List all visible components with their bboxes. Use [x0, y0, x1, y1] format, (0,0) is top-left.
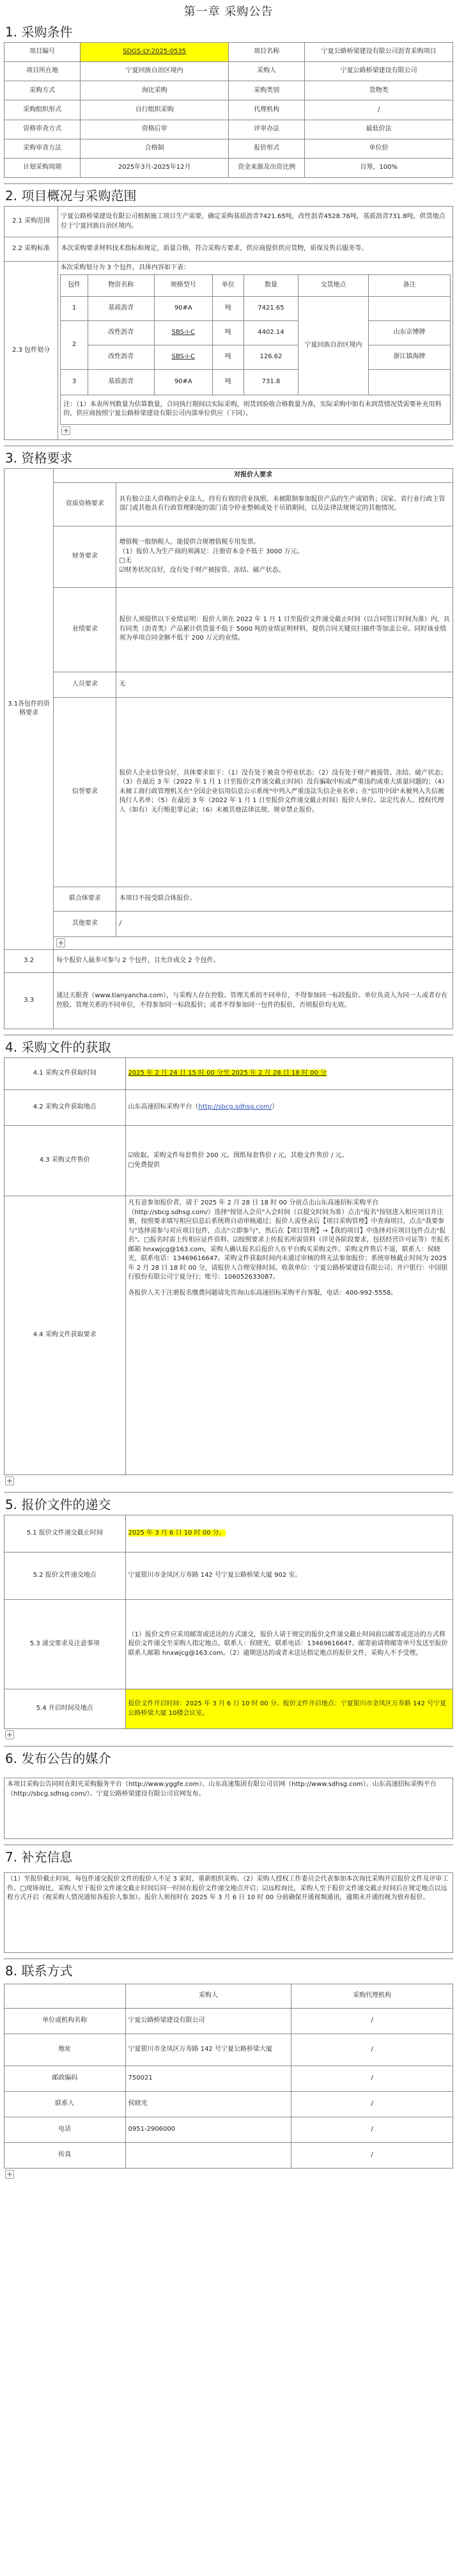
qualification-table [4, 468, 453, 1030]
submit-place-value: 宁夏银川市金凤区万寿路 142 号宁夏公路桥梁大厦 902 室。 [125, 1553, 453, 1600]
finance-line: ☑财务状况良好，没有处于财产被接管、冻结、破产状态。 [119, 566, 285, 574]
consortium-label: 联合体要求 [54, 887, 116, 911]
divider [4, 1844, 453, 1845]
scope-text: 宁夏公路桥梁建设有限公司根据施工项目生产需要，确定采购基质沥青7421.65吨，改性沥青4528.76吨，基质沥青731.8吨，供货地点位于宁夏回族自治区境内。 [58, 207, 453, 237]
contact-header: 采购代理机构 [291, 1984, 453, 2009]
contact-value: / [291, 2143, 453, 2169]
contact-header [4, 1984, 126, 2009]
doc-price-text: ☑收取。采购文件每套售价 200 元。图纸每套售价 / 元，其他文件售价 / 元。 [128, 1152, 348, 1159]
conditions-table [4, 42, 453, 178]
condition-label: 资金来源及出资比例 [228, 158, 304, 177]
pack-remark [368, 296, 450, 320]
conditions-row [4, 100, 453, 120]
section-5-title: 5. 报价文件的递交 [5, 1497, 111, 1512]
doc-time-value: 2025 年 2 月 24 日 15 时 00 分至 2025 年 2 月 28 日 18 时 00 分 [128, 1070, 327, 1077]
platform-link[interactable]: http://sbcg.sdhsg.com/ [198, 1103, 272, 1111]
documents-table [4, 1057, 453, 1475]
qual-label: 资质资格要求 [54, 482, 116, 526]
condition-value: 资格后审 [81, 120, 229, 139]
condition-value: 2025年3月-2025年12月 [81, 158, 229, 177]
pack-delivery: 宁夏回族自治区境内 [298, 296, 369, 395]
deadline-label: 5.1 报价文件递交截止时间 [4, 1515, 126, 1553]
contact-value: 0951-2906000 [125, 2117, 291, 2143]
rule-3-2-label: 3.2 [4, 950, 54, 973]
pack-no: 1 [61, 296, 88, 320]
submit-rules-label: 5.3 递交要求及注意事项 [4, 1600, 126, 1689]
contact-value: 宁夏公路桥梁建设有限公司 [125, 2009, 291, 2034]
doc-rules-label: 4.4 采购文件获取要求 [4, 1196, 126, 1475]
scope-table [4, 206, 453, 440]
finance-label: 财务要求 [54, 526, 116, 587]
divider [4, 1034, 453, 1036]
divider [4, 183, 453, 184]
contact-value: 750021 [125, 2066, 291, 2092]
credit-label: 信誉要求 [54, 697, 116, 887]
pack-material: 改性沥青 [88, 345, 154, 369]
divider [4, 445, 453, 446]
other-text: / [116, 911, 453, 936]
pack-no: 3 [61, 369, 88, 395]
condition-value: 宁夏回族自治区境内 [81, 62, 229, 81]
packs-table [60, 274, 451, 425]
packs-intro: 本次采购划分为 3 个包件，具体内容如下表： [60, 264, 190, 271]
staff-text: 无 [116, 672, 453, 697]
opening-text: 报价文件开启时间：2025 年 3 月 6 日 10 时 00 分。报价文件开启地点：宁夏银川市金凤区万寿路 142 号宁夏公路桥梁大厦 10楼会议室。 [125, 1689, 453, 1729]
condition-value: 货物类 [305, 81, 453, 100]
condition-value: 宁夏公路桥梁建设有限公司沥青采购项目 [305, 43, 453, 62]
condition-value: 最低价法 [305, 120, 453, 139]
pack-qty: 7421.65 [244, 296, 298, 320]
section-1-title: 1. 采购条件 [5, 24, 73, 40]
performance-text: 报价人须提供以下业绩证明：报价人须在 2022 年 1 月 1 日至报价文件递交截止时间（以合同签订时间为准）内，具有同类（沥青类）产品累计供货量不低于 5000 吨的业绩证明材料，提供合同关键页扫描件等加盖公章。同时该业绩须为单项合同金额不低于 200 万元的业绩。 [116, 587, 453, 672]
section-4-title: 4. 采购文件的获取 [5, 1039, 111, 1055]
condition-value: 自筹，100% [305, 158, 453, 177]
condition-value: / [305, 100, 453, 120]
qual-left-label: 3.1各包件的资格要求 [4, 468, 54, 950]
finance-line: （1）报价人为生产商的须满足：注册资本金不低于 3000 万元。 [119, 548, 304, 555]
pack-no: 2 [61, 320, 88, 369]
scope-label: 2.1 采购范围 [4, 207, 58, 237]
contact-label: 地址 [4, 2034, 126, 2066]
doc-free-option: □免费提供 [128, 1161, 160, 1169]
contact-row [4, 2009, 453, 2034]
chapter-title: 第一章 采购公告 [183, 5, 274, 19]
divider [4, 1746, 453, 1747]
condition-label: 采购类别 [228, 81, 304, 100]
add-row-button[interactable]: + [6, 2170, 13, 2179]
pack-header: 单位 [213, 274, 244, 296]
other-label: 其他要求 [54, 911, 116, 936]
conditions-row [4, 120, 453, 139]
deadline-value: 2025 年 3 月 6 日 10 时 00 分。 [128, 1529, 226, 1537]
conditions-row [4, 139, 453, 158]
pack-material: 改性沥青 [88, 320, 154, 345]
condition-label: 采购方式 [4, 81, 81, 100]
submit-rules-text: （1）报价文件应采用邮寄或送达的方式递交，报价人请于规定的报价文件递交截止时间前以邮寄或送达的方式将报价文件递交至采购人指定地点。联系人：侯晓光，联系电话：13469616647。邮寄前请将邮寄单号发送至报价联系人邮箱 hnxwjcg@163.com。（2）逾期送达的或者未送达指定地点的报价文件，采购人不予受理。 [125, 1600, 453, 1689]
pack-note: 注：（1）本表所列数量为估算数量，合同执行期间以实际采购，则货到验收合格数量为准，实际采购中如有未到货情况货需要补充用料的，供应商按照宁夏公路桥梁建设有限公司内部单位供应（下同）。 [61, 395, 451, 424]
add-row-button[interactable]: + [6, 1476, 13, 1485]
submission-table [4, 1515, 453, 1729]
pack-unit: 吨 [213, 296, 244, 320]
qual-banner: 对报价人要求 [54, 468, 453, 482]
contact-label: 电话 [4, 2117, 126, 2143]
contact-value: 侯晓光 [125, 2092, 291, 2117]
add-row-button[interactable]: + [58, 938, 65, 947]
contact-row [4, 2143, 453, 2169]
condition-label: 项目编号 [4, 43, 81, 62]
contact-value: / [291, 2092, 453, 2117]
conditions-row [4, 62, 453, 81]
standard-text: 本次采购要求材料技术指标和规定，质量合格，符合采购方要求，供应商提供供应货物，质保及售后服务等。 [58, 237, 453, 262]
condition-value: 合格制 [81, 139, 229, 158]
add-row-button[interactable]: + [6, 1730, 13, 1739]
condition-label: 采购审查方法 [4, 139, 81, 158]
contact-value: 宁夏银川市金凤区万寿路 142 号宁夏公路桥梁大厦 [125, 2034, 291, 2066]
conditions-row [4, 158, 453, 177]
condition-label: 项目名称 [228, 43, 304, 62]
section-8-title: 8. 联系方式 [5, 1963, 73, 1979]
contact-value: / [291, 2034, 453, 2066]
contact-value: / [291, 2066, 453, 2092]
contact-label: 单位或机构名称 [4, 2009, 126, 2034]
condition-label: 资格审查方式 [4, 120, 81, 139]
contacts-table [4, 1984, 453, 2169]
contact-value: / [291, 2009, 453, 2034]
pack-spec: 90#A [154, 296, 212, 320]
condition-label: 报价形式 [228, 139, 304, 158]
contact-label: 邮政编码 [4, 2066, 126, 2092]
pack-remark [368, 369, 450, 395]
condition-value: 单位价 [305, 139, 453, 158]
media-text: 本项目采购公告同时在阳光采购服务平台（http://www.yggfe.com）、山东高速集团有限公司官网（http://www.sdhsg.com）、山东高速招标采购平台（http://sbcg.sdhsg.com/）、宁夏公路桥梁建设有限公司官网发布。 [4, 1778, 453, 1839]
contact-label: 联系人 [4, 2092, 126, 2117]
condition-label: 采购组织形式 [4, 100, 81, 120]
pack-header: 备注 [368, 274, 450, 296]
section-3-title: 3. 资格要求 [5, 450, 73, 466]
pack-spec: SBS-I-C [154, 320, 212, 345]
contact-row [4, 2092, 453, 2117]
condition-value: 询比采购 [81, 81, 229, 100]
standard-label: 2.2 采购标准 [4, 237, 58, 262]
performance-label: 业绩要求 [54, 587, 116, 672]
add-row-button[interactable]: + [63, 425, 70, 435]
contact-value [125, 2143, 291, 2169]
contact-value: / [291, 2117, 453, 2143]
credit-text: 报价人企业信誉良好，具体要求如下：（1）没有处于被责令停业状态；（2）没有处于财产被接管、冻结、破产状态；（3）在最近 3 年（2022 年 1 月 1 日至报价文件递交截止时间）没有骗取中标或严重违约或重大质量问题的；（4）未被工商行政管理机关在"全国企业信用信息公示系统"中列入严重违法失信企业名单；在"信用中国"未被列入失信被执行人名单；（5）在最近 3 年（2022 年 1 月 1 日至报价文件递交截止时间）报价人单位、法定代表人、授权代理人（如有）无行贿犯罪记录；（6）未被其他法律法规、规章禁止报价。 [116, 697, 453, 887]
pack-header: 交货地点 [298, 274, 369, 296]
pack-qty: 4402.14 [244, 320, 298, 345]
opening-label: 5.4 开启时间及地点 [4, 1689, 126, 1729]
condition-label: 代理机构 [228, 100, 304, 120]
pack-material: 基质沥青 [88, 296, 154, 320]
pack-spec: SBS-I-C [154, 345, 212, 369]
condition-value: SDGS-LY-2025-0535 [81, 43, 229, 62]
contact-label: 传真 [4, 2143, 126, 2169]
pack-header: 规格型号 [154, 274, 212, 296]
pack-header: 包件 [61, 274, 88, 296]
pack-spec: 90#A [154, 369, 212, 395]
doc-place-prefix: 山东高速招标采购平台（ [128, 1103, 199, 1111]
pack-header: 数量 [244, 274, 298, 296]
divider [4, 1492, 453, 1493]
pack-unit: 吨 [213, 320, 244, 345]
condition-value: 宁夏公路桥梁建设有限公司 [305, 62, 453, 81]
contact-row [4, 2034, 453, 2066]
pack-remark: 山东京博牌 [368, 320, 450, 345]
conditions-row [4, 43, 453, 62]
finance-line: 增值税一般纳税人，能提供合规增值税专用发票。 [119, 539, 260, 546]
pack-qty: 126.62 [244, 345, 298, 369]
pack-header: 物资名称 [88, 274, 154, 296]
pack-material: 基质沥青 [88, 369, 154, 395]
doc-place-label: 4.2 采购文件获取地点 [4, 1090, 126, 1126]
doc-place-suffix: ） [272, 1103, 279, 1111]
condition-label: 计划采购周期 [4, 158, 81, 177]
condition-label: 采购人 [228, 62, 304, 81]
section-2-title: 2. 项目概况与采购范围 [5, 188, 137, 203]
pack-unit: 吨 [213, 369, 244, 395]
doc-rules-text: 凡有意参加报价者，请于 2025 年 2 月 28 日 18 时 00 分前点击山东高速招标采购平台（http://sbcg.sdhsg.com/）选择"按钮入会员"入会时间（以提交时间为准）点击"报名"按钮进入相应项目并注册，按照要求填写相应信息后系统将自动审核通过；报价人需登录后【项目采购管理】中查询项目，点击"我要参与"选择需参与对应项目包件，点击"立即参与"，然后在【项目管理】→【我的项目】中选择对应项目包件点击"报名"。□报名时需上传相应证件资料。☑按照要求上传报名所需资料（详见各阶段要求，包括经营许可证等）至报名邮箱 hnxwjcg@163.com，采购人确认报名后报价人在平台购买采购文件。采购文件售后不退，联系人：侯晓光，联系电话：13469616647。采购文件获取时间内未通过审核的将无法参加报价；系统审核截止时间为 2025 年 2 月 28 日 18 时 00 分，请报价人合理安排时间。收款单位：宁夏公路桥梁建设有限公司；开户银行：中国银行股份有限公司宁夏分行；账号：106052633087。 [128, 1199, 450, 1281]
section-6-title: 6. 发布公告的媒介 [5, 1751, 111, 1766]
contact-row [4, 2117, 453, 2143]
rule-3-3-text: 通过天眼查（www.tianyancha.com），与采购人存在控股、管理关系的不同单位，不得参加同一标段报价。单位负责人为同一人或者存在控股、管理关系的不同单位，不得参加同一标段报价；或者不得参加同一包件的报价，否则报价均无效。 [54, 973, 453, 1029]
condition-label: 评审办法 [228, 120, 304, 139]
doc-time-label: 4.1 采购文件获取时间 [4, 1058, 126, 1090]
doc-rules-after: 各报价人关于注册报名缴费问题请先咨询山东高速招标采购平台客服，电话：400-992-5558。 [128, 1289, 398, 1297]
consortium-text: 本项目不接受联合体报价。 [116, 887, 453, 911]
staff-label: 人员要求 [54, 672, 116, 697]
doc-price-label: 4.3 采购文件售价 [4, 1126, 126, 1196]
submit-place-label: 5.2 报价文件递交地点 [4, 1553, 126, 1600]
packs-label: 2.3 包件划分 [4, 262, 58, 440]
pack-unit: 吨 [213, 345, 244, 369]
rule-3-3-label: 3.3 [4, 973, 54, 1029]
qual-text: 具有独立法人资格的企业法人，持有有效的营业执照。未被限制参加报价产品的生产或销售；国家、省行业行政主管部门或其他具有行政管理职能的部门责令停业整顿或处于吊销期间，以及法律法规规定的其他情况。 [116, 482, 453, 526]
section-7-title: 7. 补充信息 [5, 1849, 73, 1865]
supplement-text: （1）至报价截止时间，每包件递交报价文件的报价人不足 3 家时，重新组织采购。（2）采购人授权工作委员会代表参加本次询比采购开启报价文件及评审工作。□现场询比，采购人至于报价文件递交截止时间后同一时间在报价文件递交地点开启；☑远程询比，采购人至于报价文件递交截止时间后在规定地点以远程方式开启（视采购人情况通知各报价人参加）。报价人须按时在 2025 年 3 月 6 日 10 时 00 分前确保开通视频通讯，逾期未开通的视为放弃报价。 [4, 1872, 453, 1953]
condition-value: 自行组织采购 [81, 100, 229, 120]
conditions-row [4, 81, 453, 100]
divider [4, 1958, 453, 1959]
rule-3-2-text: 每个报价人最多可参与 2 个包件，且允许成交 2 个包件。 [54, 950, 453, 973]
finance-line: □无 [119, 557, 132, 564]
condition-label: 项目所在地 [4, 62, 81, 81]
contact-row [4, 2066, 453, 2092]
pack-qty: 731.8 [244, 369, 298, 395]
contact-header: 采购人 [125, 1984, 291, 2009]
pack-remark: 浙江镇海牌 [368, 345, 450, 369]
